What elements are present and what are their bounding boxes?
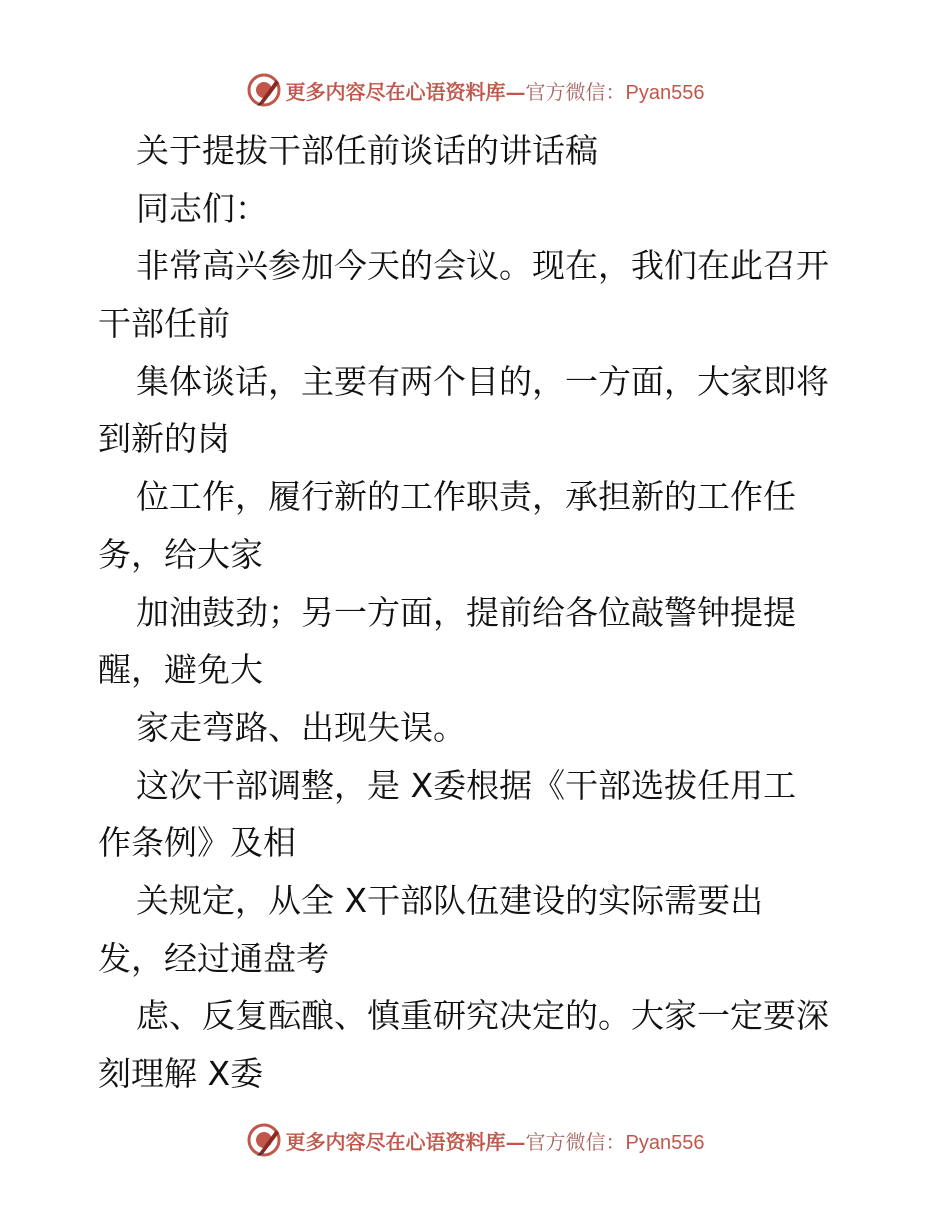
footer-banner <box>0 1120 950 1160</box>
document-body <box>98 122 858 1103</box>
body-line: 作条例》及相 <box>98 823 296 863</box>
header-banner <box>0 70 950 110</box>
body-line: 家走弯路、出现失误。 <box>136 707 466 747</box>
body-line: 干部任前 <box>98 304 230 344</box>
header-banner-text <box>286 76 705 105</box>
body-line: 加油鼓劲；另一方面，提前给各位敲警钟提提 <box>136 592 796 632</box>
banner-dash: — <box>505 1129 526 1154</box>
pen-logo-icon <box>246 72 282 108</box>
banner-dash: — <box>505 79 526 104</box>
body-line: 这次干部调整，是 X委根据《干部选拔任用工 <box>136 765 797 805</box>
banner-main-text: 更多内容尽在心语资料库 <box>285 1129 506 1154</box>
body-line: 非常高兴参加今天的会议。现在，我们在此召开 <box>136 246 829 286</box>
salutation: 同志们： <box>136 188 268 228</box>
banner-wechat-label: 官方微信： <box>525 79 626 104</box>
body-line: 刻理解 X委 <box>98 1054 264 1093</box>
body-line: 集体谈话，主要有两个目的，一方面，大家即将 <box>136 361 829 401</box>
banner-main-text: 更多内容尽在心语资料库 <box>285 79 506 104</box>
pen-logo-icon <box>246 1122 282 1158</box>
banner-wechat-id: Pyan556 <box>625 81 705 104</box>
body-line: 关规定，从全 X干部队伍建设的实际需要出 <box>136 880 764 920</box>
banner-wechat-label: 官方微信： <box>525 1129 626 1154</box>
body-line: 醒，避免大 <box>98 650 263 690</box>
footer-banner-text <box>286 1126 705 1155</box>
body-line: 位工作，履行新的工作职责，承担新的工作任 <box>136 477 796 517</box>
body-line: 虑、反复酝酿、慎重研究决定的。大家一定要深 <box>136 996 829 1036</box>
body-line: 到新的岗 <box>98 419 230 459</box>
body-line: 发，经过通盘考 <box>98 938 329 978</box>
document-title: 关于提拔干部任前谈话的讲话稿 <box>136 131 598 170</box>
banner-wechat-id: Pyan556 <box>625 1131 705 1154</box>
body-line: 务，给大家 <box>98 534 263 574</box>
